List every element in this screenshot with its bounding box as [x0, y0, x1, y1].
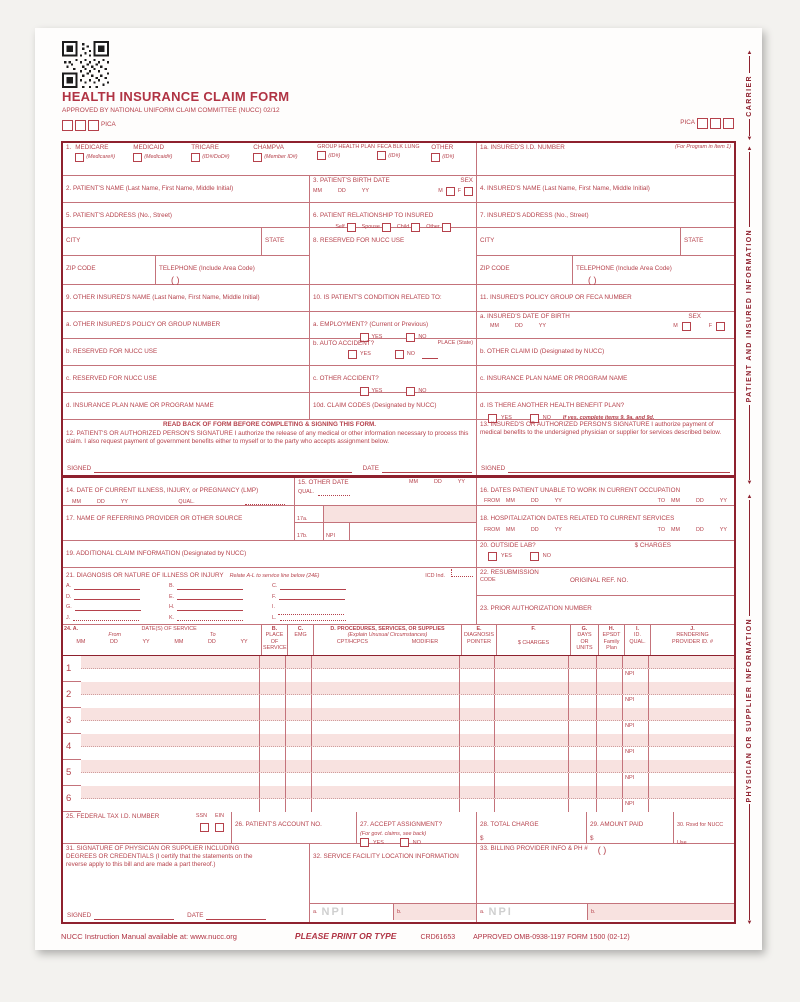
field-33b-other-id[interactable]: b. — [587, 904, 734, 920]
field-17ab — [294, 506, 476, 540]
arrow-up-icon: ▲ — [746, 146, 753, 152]
medicaid-checkbox[interactable] — [133, 153, 142, 162]
qual-14-line[interactable] — [245, 499, 285, 505]
field-33-billing-provider — [476, 844, 734, 922]
arrow-up-icon: ▲ — [746, 50, 753, 56]
other-plan-checkbox[interactable] — [431, 153, 440, 162]
field-9c: c. RESERVED FOR NUCC USE — [66, 375, 157, 382]
arrow-up-icon: ▲ — [746, 494, 753, 500]
field-27-accept-assignment: 27. ACCEPT ASSIGNMENT? (For govt. claims, see back) YES NO — [356, 812, 476, 843]
row-9a-10a-11a — [63, 312, 734, 339]
group-health-checkbox[interactable] — [317, 151, 326, 160]
patient-city[interactable]: CITY — [66, 237, 81, 244]
field-32-input[interactable]: 32. SERVICE FACILITY LOCATION INFORMATION — [313, 853, 459, 860]
place-state-line[interactable] — [422, 351, 438, 359]
field-23-prior-auth[interactable]: 23. PRIOR AUTHORIZATION NUMBER — [480, 605, 592, 612]
pica-right — [680, 118, 734, 129]
plan-medicare: MEDICARE (Medicare#) — [75, 144, 116, 161]
row-31-33 — [63, 844, 734, 922]
plan-feca: FECA BLK LUNG (ID#) — [377, 144, 420, 159]
service-line-4[interactable]: 4 NPI — [63, 734, 734, 760]
plan-champva: CHAMPVA (Member ID#) — [253, 144, 298, 161]
pica-label: PICA — [101, 121, 116, 129]
fields-22-23 — [476, 568, 734, 624]
service-line-5[interactable]: 5 NPI — [63, 760, 734, 786]
field-21-diagnosis: 21. DIAGNOSIS OR NATURE OF ILLNESS OR INJURY Relate A-L to service line below (24E) ICD Ind. A. B. C. D. E. F. G. H. I. J. K. L. — [63, 568, 476, 624]
field-17-referring-provider[interactable]: 17. NAME OF REFERRING PROVIDER OR OTHER SOURCE — [66, 515, 243, 522]
field-8-reserved: 8. RESERVED FOR NUCC USE — [309, 228, 476, 284]
field-33a-npi[interactable]: a. NPI — [480, 906, 513, 918]
ssn-checkbox[interactable] — [200, 823, 209, 832]
pica-checkbox[interactable] — [710, 118, 721, 129]
row-17-18 — [63, 506, 734, 541]
service-line-supplemental[interactable] — [81, 786, 734, 799]
claim-form — [61, 141, 736, 924]
form-footer — [61, 931, 736, 941]
row-21-22-23 — [63, 568, 734, 625]
field-11d-other-plan: d. IS THERE ANOTHER HEALTH BENEFIT PLAN? YES NO If yes, complete items 9, 9a, and 9d. — [476, 393, 734, 419]
form-page — [35, 28, 762, 950]
field-10a-employment: a. EMPLOYMENT? (Current or Previous) YES NO — [309, 312, 476, 338]
col-d-header: D. PROCEDURES, SERVICES, OR SUPPLIES (Explain Unusual Circumstances) CPT/HCPCS MODIFIER — [313, 625, 461, 655]
field-25-tax-id[interactable]: 25. FEDERAL TAX I.D. NUMBER SSN EIN — [63, 812, 231, 843]
col-h-header: H. EPSDT Family Plan — [598, 625, 624, 655]
service-line-supplemental[interactable] — [81, 682, 734, 695]
service-line-supplemental[interactable] — [81, 760, 734, 773]
row-19-20 — [63, 541, 734, 568]
field-11a-insured-dob: a. INSURED'S DATE OF BIRTH SEX MM DD YY M F — [476, 312, 734, 338]
field-30-reserved: 30. Rsvd for NUCC Use — [673, 812, 734, 843]
form-header — [35, 28, 762, 141]
field-17a-label: 17a. — [297, 516, 308, 522]
insured-phone[interactable]: TELEPHONE (Include Area Code) ( ) — [572, 256, 734, 284]
patient-signature-date-line[interactable] — [382, 464, 472, 473]
field-10-condition: 10. IS PATIENT'S CONDITION RELATED TO: — [309, 285, 476, 311]
pica-checkbox[interactable] — [697, 118, 708, 129]
field-12-patient-signature: READ BACK OF FORM BEFORE COMPLETING & SIGNING THIS FORM. 12. PATIENT'S OR AUTHORIZED PERSON'S SIGNATURE I authorize the release of any medical or other information necessary to process this claim. I also request payment of government benefits either to myself or to the party who accepts assignment below. SIGNED DATE — [63, 420, 476, 475]
diag-line-c[interactable] — [280, 583, 346, 589]
omb-approval: APPROVED OMB-0938-1197 FORM 1500 (02-12) — [473, 934, 630, 941]
service-line-main[interactable]: NPI — [81, 799, 734, 812]
physician-date-line[interactable] — [206, 911, 266, 920]
field-18-hospitalization: 18. HOSPITALIZATION DATES RELATED TO CURRENT SERVICES FROM MM DD YY TO MM DD YY — [476, 506, 734, 540]
insured-zip[interactable]: ZIP CODE — [480, 265, 510, 272]
field-15-other-date: 15. OTHER DATE MM DD YY QUAL. — [294, 478, 476, 505]
field-11-policy-group[interactable]: 11. INSURED'S POLICY GROUP OR FECA NUMBER — [476, 285, 734, 311]
field-9-other-insured[interactable]: 9. OTHER INSURED'S NAME (Last Name, First Name, Middle Initial) — [66, 294, 260, 301]
service-line-supplemental[interactable] — [81, 656, 734, 669]
field-6-relationship: 6. PATIENT RELATIONSHIP TO INSURED Self Spouse Child Other — [309, 203, 476, 227]
diag-line-e[interactable] — [177, 594, 243, 600]
field-17b-input[interactable] — [349, 523, 476, 540]
field-2-patient-name[interactable]: 2. PATIENT'S NAME (Last Name, First Name, Middle Initial) — [66, 185, 234, 192]
service-line-supplemental[interactable] — [81, 708, 734, 721]
field-9d[interactable]: d. INSURANCE PLAN NAME OR PROGRAM NAME — [66, 402, 214, 409]
insured-sex-f-checkbox[interactable] — [716, 322, 725, 331]
outside-lab-yes-checkbox[interactable] — [488, 552, 497, 561]
diag-line-f[interactable] — [279, 594, 345, 600]
insured-city-block — [476, 228, 734, 284]
service-line-main[interactable]: NPI — [81, 773, 734, 786]
feca-checkbox[interactable] — [377, 151, 386, 160]
diag-line-b[interactable] — [177, 583, 243, 589]
field-1-payer-type — [63, 143, 476, 175]
margin-patient-insured: ▲ PATIENT AND INSURED INFORMATION ▼ — [746, 146, 753, 487]
plan-other: OTHER (ID#) — [431, 144, 455, 161]
field-label: 1a. INSURED'S I.D. NUMBER — [480, 144, 565, 151]
field-19-additional-info[interactable]: 19. ADDITIONAL CLAIM INFORMATION (Designated by NUCC) — [66, 550, 247, 557]
qr-code-icon — [62, 41, 109, 88]
field-11b-other-claim-id[interactable]: b. OTHER CLAIM ID (Designated by NUCC) — [476, 339, 734, 365]
diag-line-k[interactable] — [177, 615, 243, 621]
row-2 — [63, 176, 734, 203]
stock-number: CRD61653 — [420, 934, 456, 941]
diag-line-d[interactable] — [74, 594, 140, 600]
field-5-patient-address[interactable]: 5. PATIENT'S ADDRESS (No., Street) — [66, 212, 172, 219]
auto-yes-checkbox[interactable] — [348, 350, 357, 359]
row-14-15-16 — [63, 478, 734, 506]
outside-lab-no-checkbox[interactable] — [530, 552, 539, 561]
qual-15-line[interactable] — [318, 489, 350, 495]
ein-checkbox[interactable] — [215, 823, 224, 832]
field-17b-npi-label: NPI — [323, 523, 349, 540]
service-line-2[interactable]: 2 NPI — [63, 682, 734, 708]
field-1-number: 1. — [66, 144, 72, 151]
medicare-checkbox[interactable] — [75, 153, 84, 162]
patient-state[interactable]: STATE — [261, 228, 309, 255]
insured-sex-m-checkbox[interactable] — [682, 322, 691, 331]
field-20-outside-lab: 20. OUTSIDE LAB? $ CHARGES YES NO — [476, 541, 734, 567]
field-32b-other-id[interactable]: b. — [393, 904, 476, 920]
row-4-5 — [63, 228, 734, 285]
diag-line-g[interactable] — [75, 604, 141, 610]
margin-physician-supplier: ▲ PHYSICIAN OR SUPPLIER INFORMATION ▼ — [746, 494, 753, 926]
page-title: HEALTH INSURANCE CLAIM FORM — [62, 89, 290, 104]
col-e-header: E. DIAGNOSIS POINTER — [461, 625, 496, 655]
field-note: (For Program in Item 1) — [674, 144, 731, 150]
service-line-1[interactable]: 1 NPI — [63, 656, 734, 682]
physician-signature-line[interactable] — [94, 911, 174, 920]
sex-f-checkbox[interactable] — [464, 187, 473, 196]
col-b-header: B. PLACE OF SERVICE — [261, 625, 287, 655]
field-10d-claim-codes[interactable]: 10d. CLAIM CODES (Designated by NUCC) — [309, 393, 476, 419]
field-13-insured-signature: 13. INSURED'S OR AUTHORIZED PERSON'S SIGNATURE I authorize payment of medical benefits to the undersigned physician or supplier for services described below. SIGNED — [476, 420, 734, 475]
service-line-main[interactable]: NPI — [81, 747, 734, 760]
field-17b-label: 17b. — [297, 533, 308, 539]
pica-checkbox[interactable] — [75, 120, 86, 131]
row-9d-10d-11d — [63, 393, 734, 420]
patient-zip[interactable]: ZIP CODE — [66, 265, 96, 272]
insured-city[interactable]: CITY — [480, 237, 495, 244]
tricare-checkbox[interactable] — [191, 153, 200, 162]
pica-label: PICA — [680, 119, 695, 127]
champva-checkbox[interactable] — [253, 153, 262, 162]
row-1 — [63, 143, 734, 176]
service-line-6[interactable]: 6 NPI — [63, 786, 734, 812]
field-9b: b. RESERVED FOR NUCC USE — [66, 348, 158, 355]
diag-line-h[interactable] — [177, 604, 243, 610]
field-3-birth-date[interactable]: 3. PATIENT'S BIRTH DATE SEX MM DD YY M F — [309, 176, 476, 202]
field-1a-insured-id[interactable] — [476, 143, 734, 175]
plan-medicaid: MEDICAID (Medicaid#) — [133, 144, 173, 161]
field-22-resubmission[interactable]: 22. RESUBMISSION CODE ORIGINAL REF. NO. — [477, 568, 734, 596]
field-33-input[interactable]: 33. BILLING PROVIDER INFO & PH # ( ) — [480, 845, 607, 855]
nucc-manual-link[interactable]: NUCC Instruction Manual available at: www.nucc.org — [61, 932, 237, 941]
row-25-30 — [63, 812, 734, 844]
diag-line-i[interactable] — [278, 604, 344, 614]
service-line-main[interactable]: NPI — [81, 695, 734, 708]
arrow-down-icon: ▼ — [746, 480, 753, 487]
field-32-service-facility — [309, 844, 476, 922]
pica-left — [62, 120, 116, 131]
plan-tricare: TRICARE (ID#/DoD#) — [191, 144, 230, 161]
plan-group-health: GROUP HEALTH PLAN (ID#) — [317, 144, 375, 159]
approved-by-line: APPROVED BY NATIONAL UNIFORM CLAIM COMMITTEE (NUCC) 02/12 — [62, 107, 280, 114]
row-12-13 — [63, 420, 734, 478]
patient-signature-line[interactable] — [94, 464, 352, 473]
field-28-total-charge[interactable]: 28. TOTAL CHARGE $ — [476, 812, 586, 843]
pica-checkbox[interactable] — [88, 120, 99, 131]
field-10b-auto-accident: b. AUTO ACCIDENT? PLACE (State) YES NO — [309, 339, 476, 365]
row-9b-10b-11b — [63, 339, 734, 366]
diag-line-j[interactable] — [73, 615, 139, 621]
pica-checkbox[interactable] — [723, 118, 734, 129]
service-line-supplemental[interactable] — [81, 734, 734, 747]
row-9-10-11 — [63, 285, 734, 312]
col-g-header: G. DAYS OR UNITS — [570, 625, 598, 655]
col-a-header: 24. A. DATE(S) OF SERVICE From To MM DD YY MM DD YY — [64, 626, 248, 645]
please-print-label: PLEASE PRINT OR TYPE — [294, 931, 397, 941]
service-table-header — [63, 625, 734, 656]
field-32a-npi[interactable]: a. NPI — [313, 906, 346, 918]
service-line-3[interactable]: 3 NPI — [63, 708, 734, 734]
field-14-current-illness: 14. DATE OF CURRENT ILLNESS, INJURY, or PREGNANCY (LMP) MM DD YY QUAL. — [63, 478, 294, 505]
field-4-insured-name[interactable]: 4. INSURED'S NAME (Last Name, First Name, Middle Initial) — [476, 176, 734, 202]
insured-signature-line[interactable] — [508, 464, 730, 473]
col-i-header: I. ID. QUAL. — [624, 625, 650, 655]
row-3 — [63, 203, 734, 231]
field-16-unable-to-work: 16. DATES PATIENT UNABLE TO WORK IN CURRENT OCCUPATION FROM MM DD YY TO MM DD YY — [476, 478, 734, 505]
field-10c-other-accident: c. OTHER ACCIDENT? YES NO — [309, 366, 476, 392]
col-j-header: J. RENDERING PROVIDER ID. # — [650, 625, 734, 655]
field-7-insured-address[interactable]: 7. INSURED'S ADDRESS (No., Street) — [476, 203, 734, 227]
patient-phone[interactable]: TELEPHONE (Include Area Code) ( ) — [155, 256, 309, 284]
field-9a[interactable]: a. OTHER INSURED'S POLICY OR GROUP NUMBER — [66, 321, 221, 328]
auto-no-checkbox[interactable] — [395, 350, 404, 359]
patient-city-block — [63, 228, 309, 284]
margin-carrier: ▲ CARRIER ▼ — [746, 50, 753, 143]
field-31-physician-signature: 31. SIGNATURE OF PHYSICIAN OR SUPPLIER INCLUDING DEGREES OR CREDENTIALS (I certify that the statements on the reverse apply to this bill and are made a part thereof.) SIGNED DATE — [63, 844, 309, 922]
arrow-down-icon: ▼ — [746, 136, 753, 143]
diag-line-l[interactable] — [280, 615, 346, 621]
arrow-down-icon: ▼ — [746, 920, 753, 926]
col-f-header: F. $ CHARGES — [496, 625, 570, 655]
field-11c-plan-name[interactable]: c. INSURANCE PLAN NAME OR PROGRAM NAME — [476, 366, 734, 392]
row-9c-10c-11c — [63, 366, 734, 393]
col-c-header: C. EMG — [287, 625, 313, 655]
icd-ind-box[interactable] — [451, 569, 473, 577]
pica-checkbox[interactable] — [62, 120, 73, 131]
insured-state[interactable]: STATE — [680, 228, 734, 255]
diag-line-a[interactable] — [74, 583, 140, 589]
service-line-main[interactable]: NPI — [81, 721, 734, 734]
service-line-main[interactable]: NPI — [81, 669, 734, 682]
field-29-amount-paid[interactable]: 29. AMOUNT PAID $ — [586, 812, 673, 843]
sex-m-checkbox[interactable] — [446, 187, 455, 196]
field-26-account-no[interactable]: 26. PATIENT'S ACCOUNT NO. — [231, 812, 356, 843]
field-17a-input[interactable] — [323, 506, 476, 522]
